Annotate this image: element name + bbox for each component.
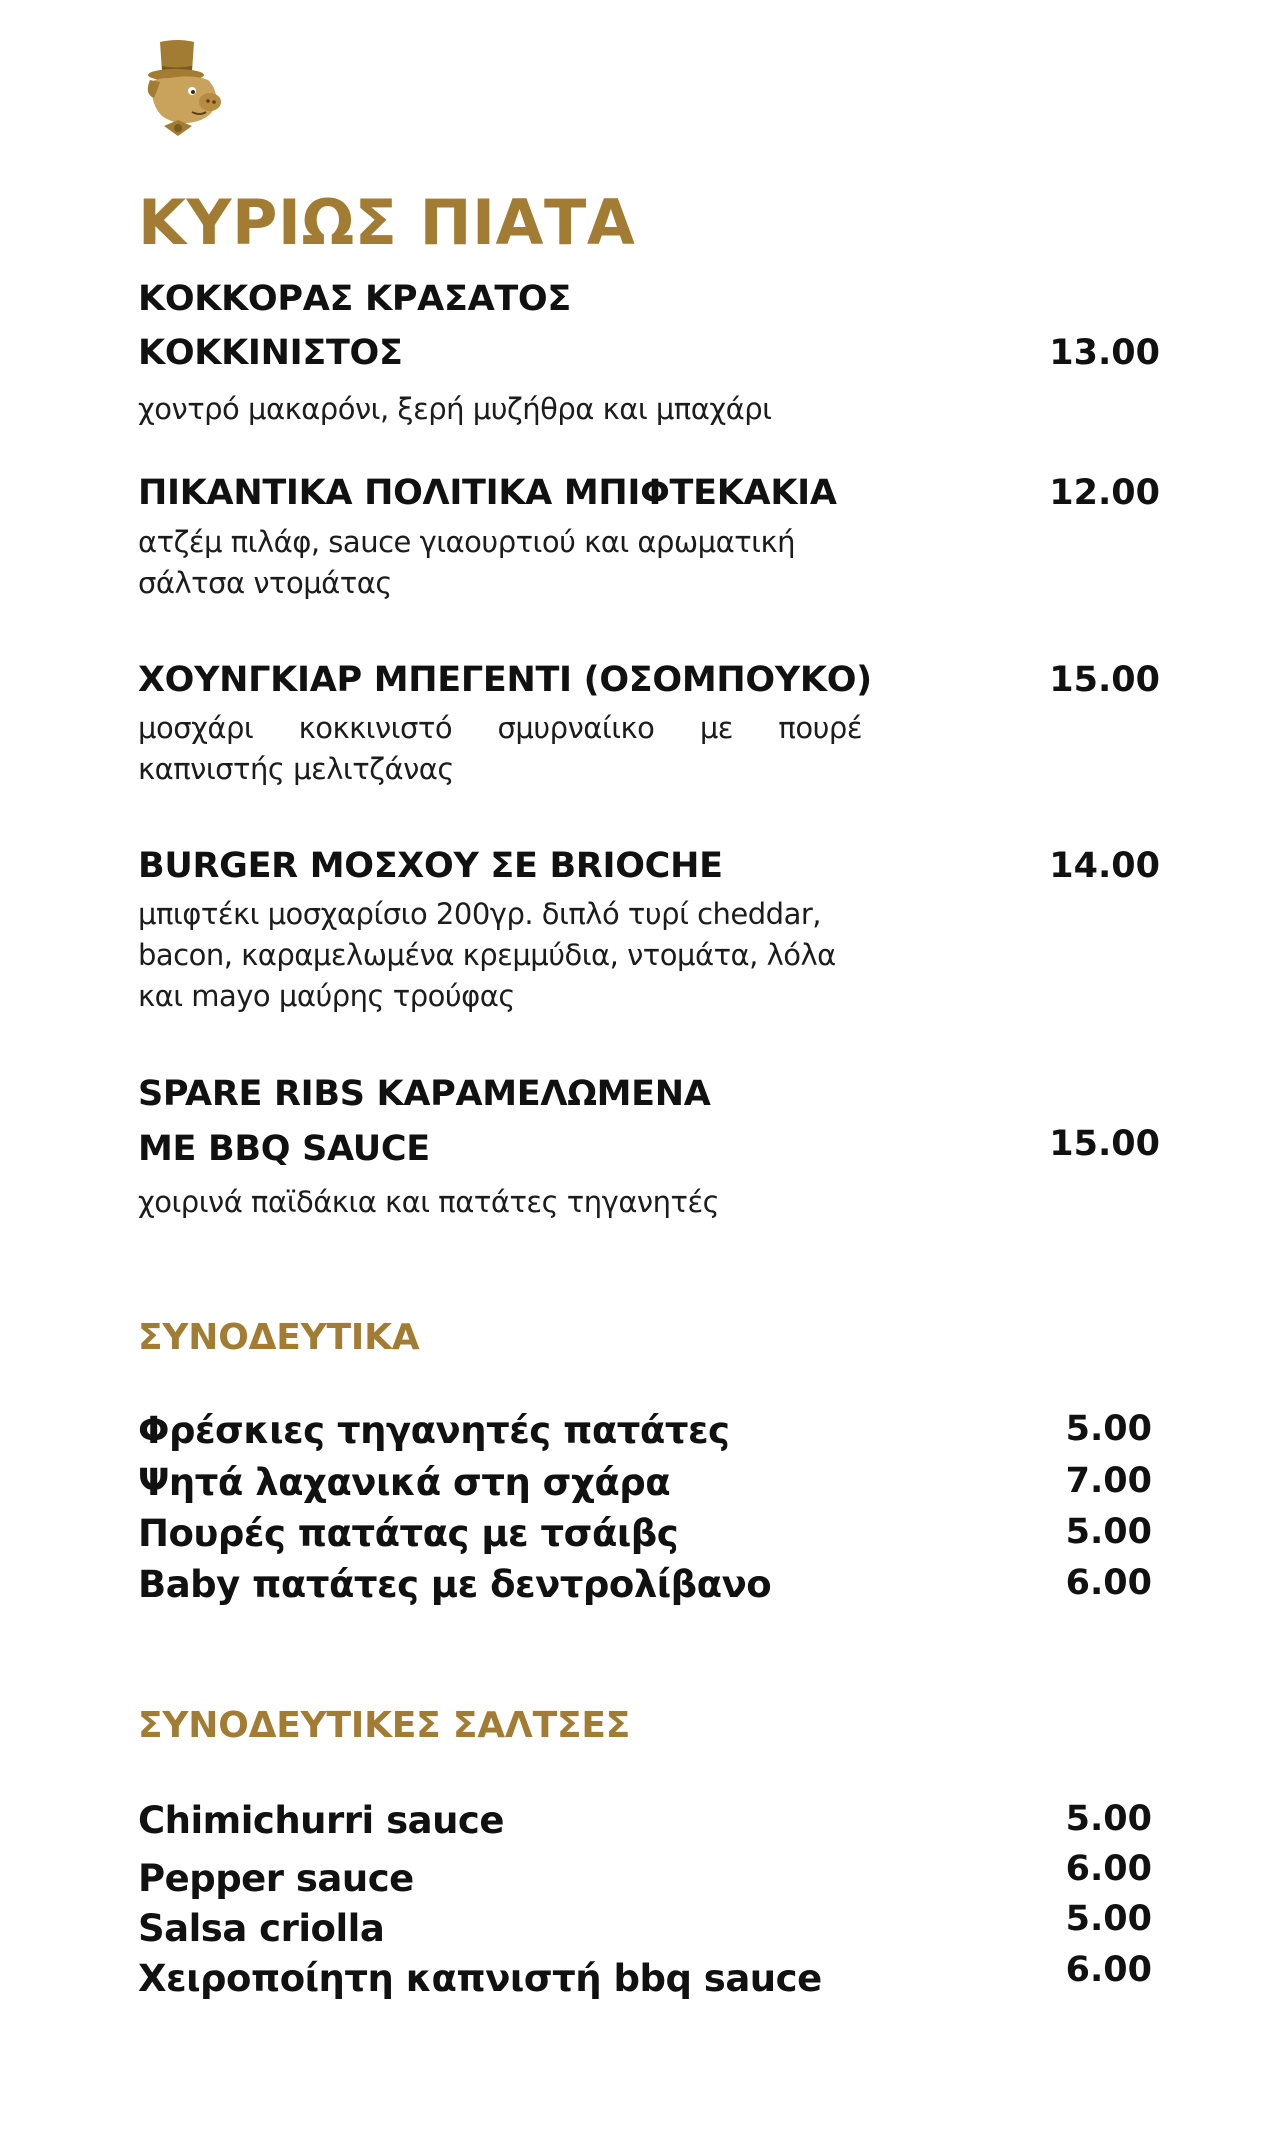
sauce-item-name: Chimichurri sauce (138, 1799, 504, 1842)
side-item-price: 5.00 (1065, 1512, 1152, 1552)
side-item-price: 7.00 (1065, 1461, 1152, 1501)
side-item-name: Πουρές πατάτας με τσάιβς (138, 1512, 679, 1555)
dish-description: μπιφτέκι μοσχαρίσιο 200γρ. διπλό τυρί cheddar, (138, 897, 821, 931)
side-item-name: Ψητά λαχανικά στη σχάρα (138, 1461, 671, 1504)
section-title-sides: ΣΥΝΟΔΕΥΤΙΚΑ (138, 1317, 420, 1358)
dish-price: 15.00 (1049, 660, 1160, 700)
dish-price: 13.00 (1049, 333, 1160, 373)
side-item-name: Φρέσκιες τηγανητές πατάτες (138, 1409, 730, 1452)
dish-description: μοσχάρι κοκκινιστό σμυρναίικο με πουρέ καπνιστής μελιτζάνας (138, 711, 862, 786)
dish-description: χοντρό μακαρόνι, ξερή μυζήθρα και μπαχάρι (138, 392, 772, 426)
pig-top-hat-logo-icon (142, 38, 224, 140)
dish-name: ΠΙΚΑΝΤΙΚΑ ΠΟΛΙΤΙΚΑ ΜΠΙΦΤΕΚΑΚΙΑ (138, 473, 837, 513)
dish-name: ΚΟΚΚΟΡΑΣ ΚΡΑΣΑΤΟΣ (138, 279, 571, 319)
sauce-item-price: 6.00 (1065, 1849, 1152, 1889)
side-item-name: Baby πατάτες με δεντρολίβανο (138, 1563, 772, 1606)
sauce-item-price: 6.00 (1065, 1950, 1152, 1990)
dish-description: σάλτσα ντομάτας (138, 566, 392, 600)
sauce-item-name: Salsa criolla (138, 1907, 385, 1950)
side-item-price: 5.00 (1065, 1409, 1152, 1449)
dish-name: ΧΟΥΝΓΚΙΑΡ ΜΠΕΓΕΝΤΙ (ΟΣΟΜΠΟΥΚΟ) (138, 660, 872, 700)
dish-price: 15.00 (1049, 1124, 1160, 1164)
dish-name: BURGER ΜΟΣΧΟΥ ΣΕ BRIOCHE (138, 846, 723, 886)
sauce-item-price: 5.00 (1065, 1899, 1152, 1939)
dish-price: 14.00 (1049, 846, 1160, 886)
sauce-item-name: Pepper sauce (138, 1857, 414, 1900)
sauce-item-name: Χειροποίητη καπνιστή bbq sauce (138, 1957, 822, 2000)
dish-description: και mayo μαύρης τρούφας (138, 979, 515, 1013)
sauce-item-price: 5.00 (1065, 1799, 1152, 1839)
page-title: ΚΥΡΙΩΣ ΠΙΑΤΑ (138, 186, 636, 259)
dish-name: SPARE RIBS ΚΑΡΑΜΕΛΩΜΕΝΑ (138, 1074, 711, 1114)
dish-name: ΚΟΚΚΙΝΙΣΤΟΣ (138, 333, 403, 373)
dish-description: χοιρινά παϊδάκια και πατάτες τηγανητές (138, 1185, 720, 1219)
side-item-price: 6.00 (1065, 1563, 1152, 1603)
dish-price: 12.00 (1049, 473, 1160, 513)
dish-description: bacon, καραμελωμένα κρεμμύδια, ντομάτα, λόλα (138, 938, 836, 972)
section-title-sauces: ΣΥΝΟΔΕΥΤΙΚΕΣ ΣΑΛΤΣΕΣ (138, 1705, 631, 1746)
dish-name: ΜΕ BBQ SAUCE (138, 1129, 430, 1169)
dish-description: ατζέμ πιλάφ, sauce γιαουρτιού και αρωματική (138, 525, 795, 559)
